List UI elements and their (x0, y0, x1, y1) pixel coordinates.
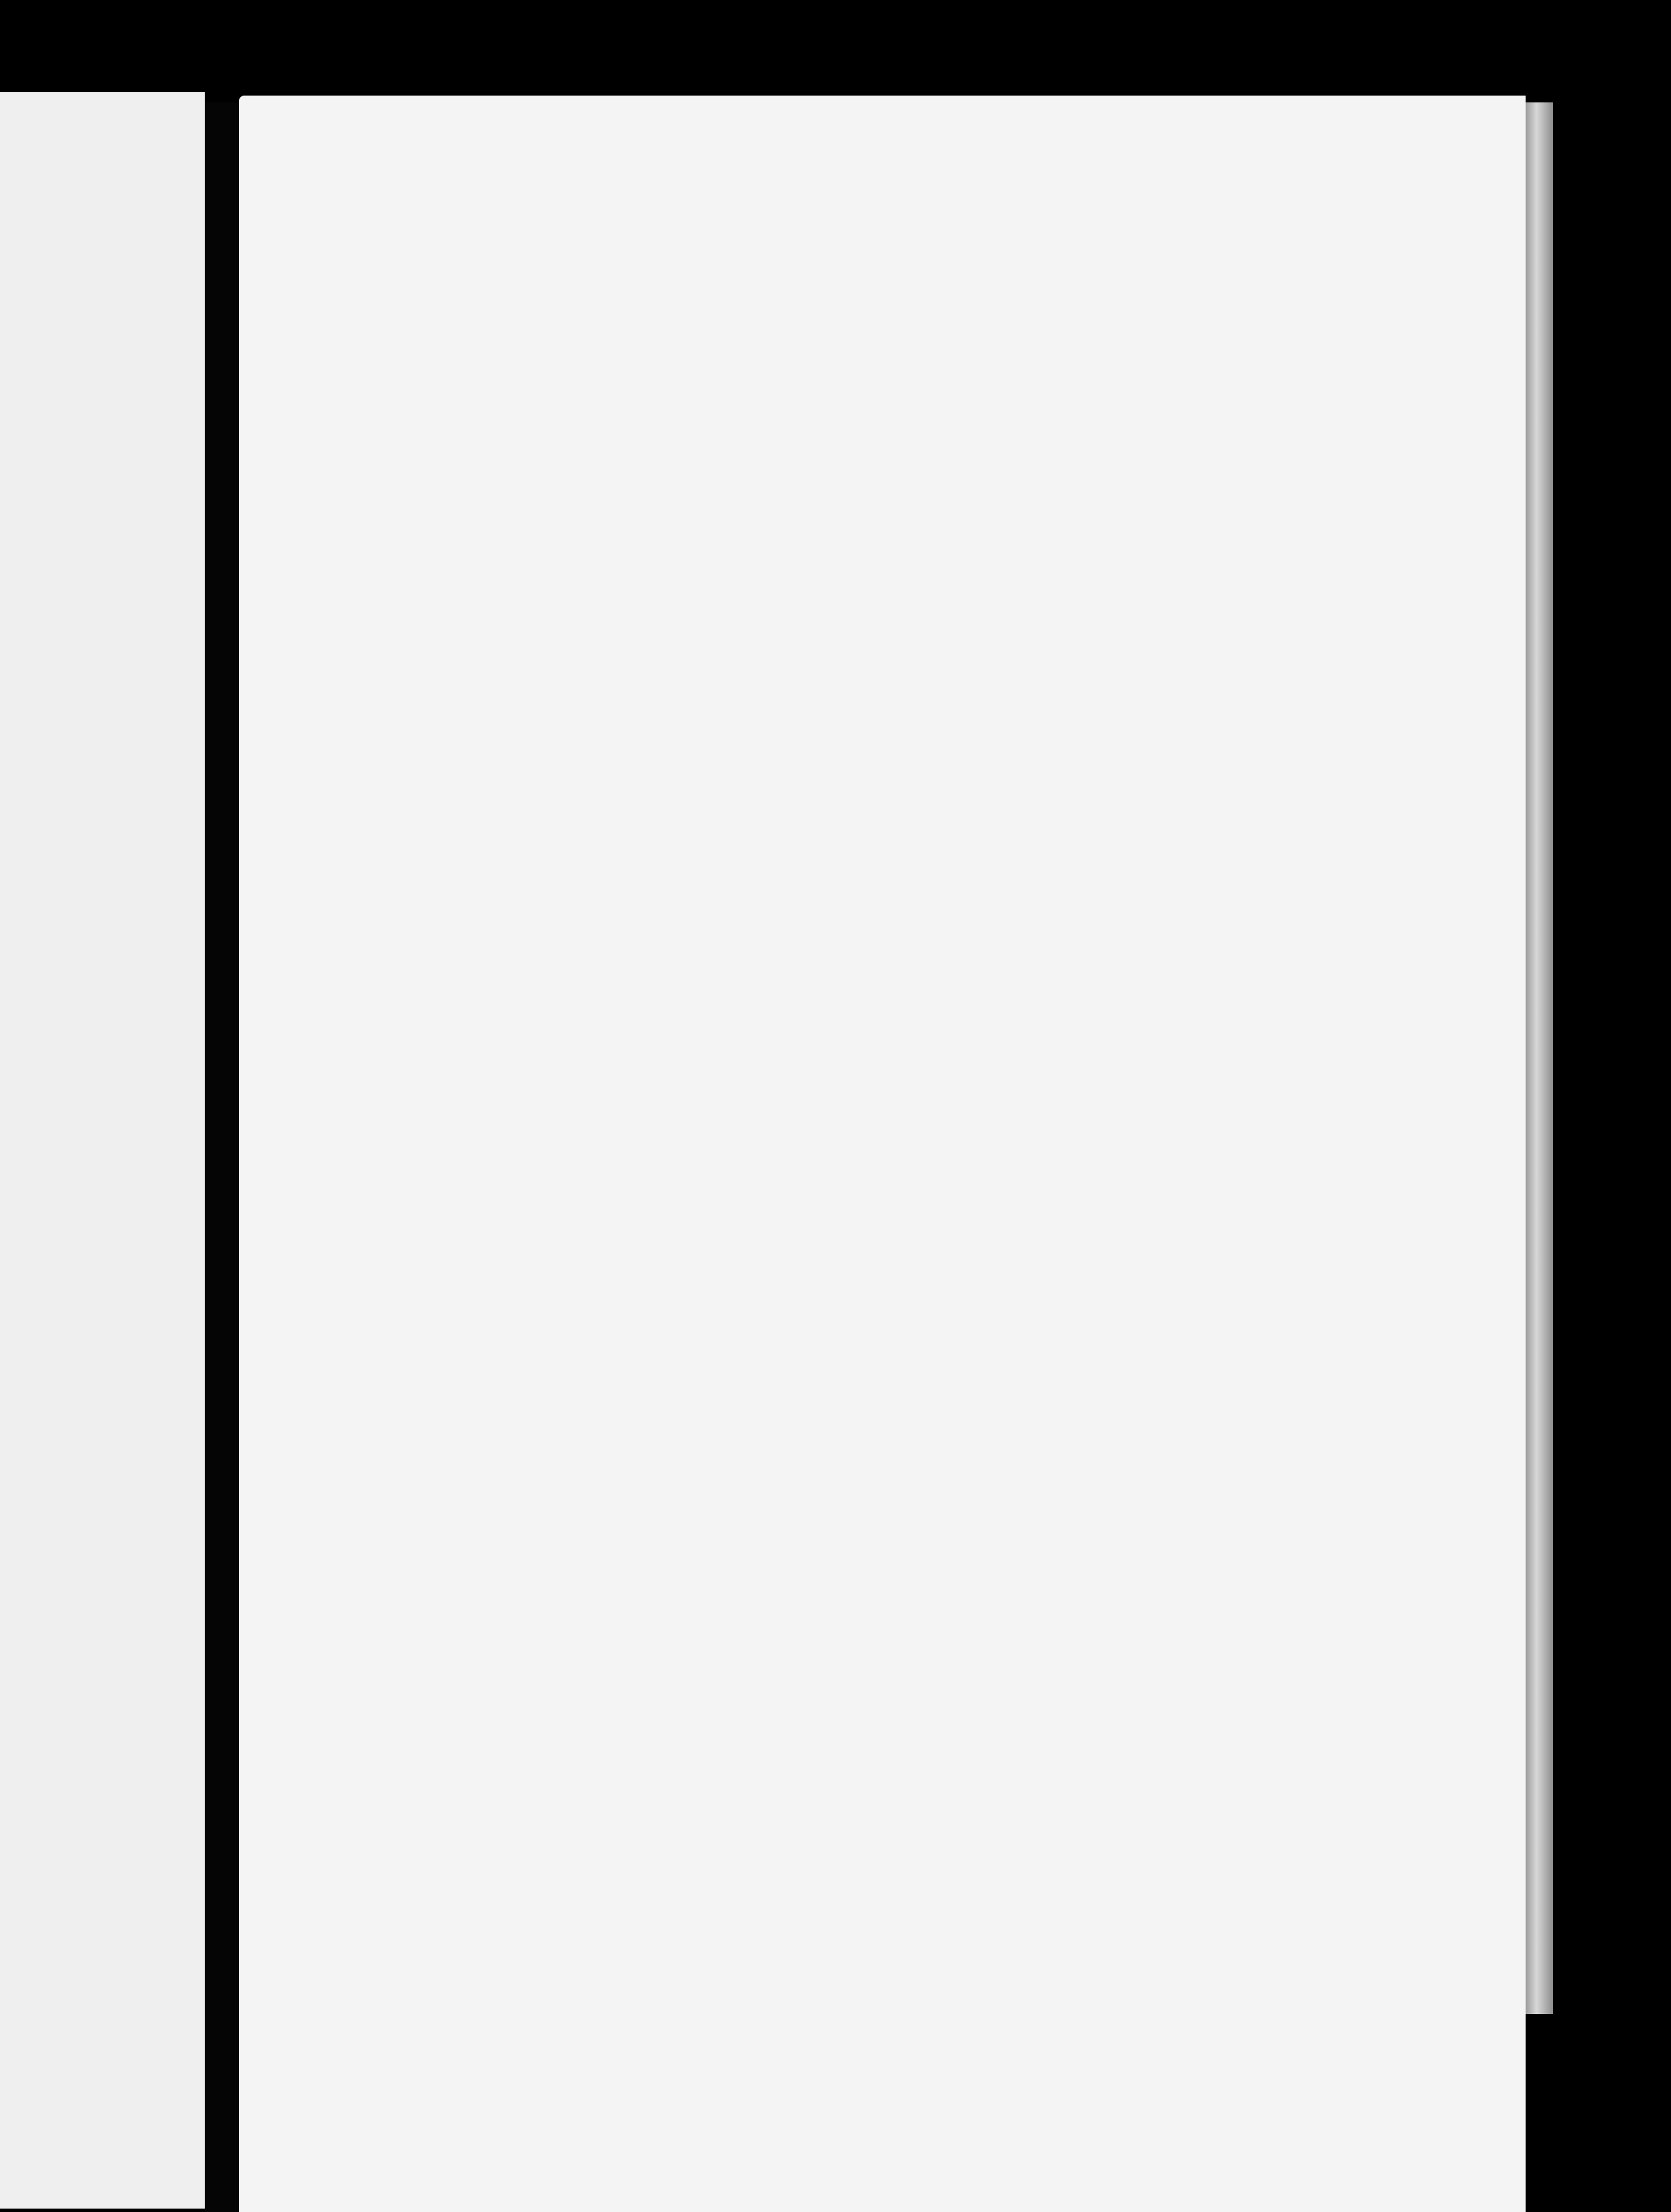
book-gutter (205, 102, 239, 2212)
facing-page-fragment (0, 92, 205, 2209)
page-header (341, 313, 1324, 347)
page (239, 96, 1526, 2212)
page-edge (1526, 102, 1553, 2014)
